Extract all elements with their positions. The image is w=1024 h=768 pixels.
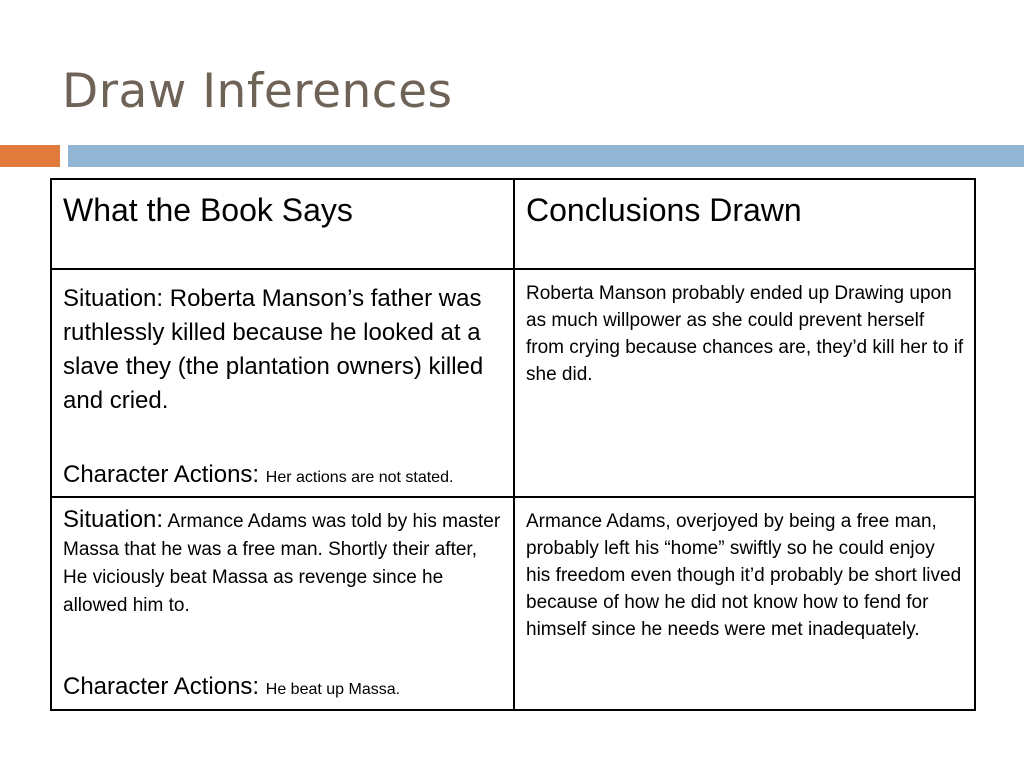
- character-actions: [63, 670, 400, 707]
- character-actions: [63, 458, 453, 495]
- table-header-row: [51, 179, 975, 269]
- conclusion-cell: [514, 497, 975, 710]
- situation-text: [63, 278, 503, 418]
- situation-label: Situation:: [63, 506, 164, 533]
- conclusion-text: Roberta Manson probably ended up Drawing upon as much willpower as she could prevent herself from crying because chances are, they’d kill her to if she did.: [526, 283, 964, 385]
- inference-table: [50, 178, 976, 711]
- accent-bar-orange: [0, 145, 60, 167]
- conclusion-text: Armance Adams, overjoyed by being a free man, probably left his “home” swiftly so he could enjoy his freedom even though it’d probably be short lived because of how he did not know how to fend for himself since he needs were met inadequately.: [526, 511, 962, 640]
- character-actions-text: Her actions are not stated.: [265, 469, 454, 486]
- header-what-book-says: What the Book Says: [51, 179, 514, 269]
- situation-description: Roberta Manson’s father was ruthlessly killed because he looked at a slave they (the plantation owners) killed and cried.: [63, 285, 484, 414]
- accent-bar-blue: [68, 145, 1024, 167]
- character-actions-text: He beat up Massa.: [265, 681, 401, 698]
- slide-title: Draw Inferences: [62, 64, 453, 119]
- character-actions-label: Character Actions:: [63, 461, 260, 488]
- table-row: [51, 269, 975, 497]
- table-row: [51, 497, 975, 710]
- situation-text: [63, 506, 503, 620]
- book-says-cell: [51, 269, 514, 497]
- conclusion-cell: [514, 269, 975, 497]
- header-conclusions-drawn: Conclusions Drawn: [514, 179, 975, 269]
- situation-description: Armance Adams was told by his master Massa that he was a free man. Shortly their after, He viciously beat Massa as revenge since he allowed him to.: [63, 511, 501, 616]
- book-says-cell: [51, 497, 514, 710]
- situation-label: Situation:: [63, 285, 164, 312]
- character-actions-label: Character Actions:: [63, 673, 260, 700]
